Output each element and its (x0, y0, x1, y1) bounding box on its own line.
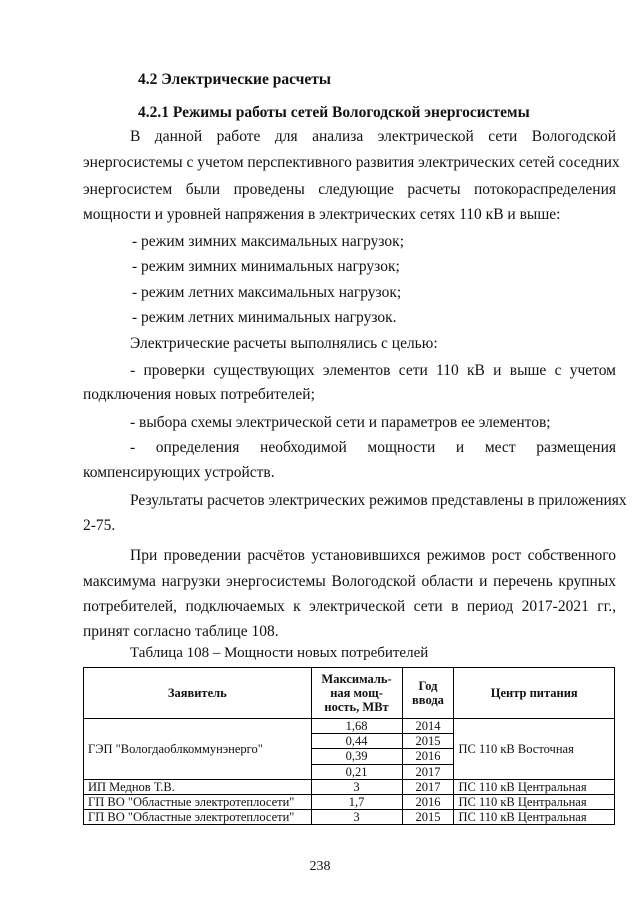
table-row (84, 719, 615, 734)
year-cell: 2017 (402, 764, 454, 779)
applicant-cell: ГЭП "Вологдаоблкоммунэнерго" (84, 719, 312, 780)
results-line: Результаты расчетов электрических режимов представлены в приложениях (130, 492, 627, 509)
paragraph-line: В данной работе для анализа электрической сети Вологодской (130, 128, 616, 145)
power-cell: 3 (311, 779, 402, 794)
subsection-title: 4.2.1 Режимы работы сетей Вологодской энергосистемы (138, 104, 530, 121)
section-title: 4.2 Электрические расчеты (138, 71, 332, 88)
power-cell: 0,39 (311, 749, 402, 764)
table-row (84, 795, 615, 810)
year-cell: 2017 (402, 779, 454, 794)
paragraph-line: потребителей, подключаемых к электрической сети в период 2017-2021 гг., (83, 598, 616, 615)
power-cell: 3 (311, 810, 402, 825)
applicant-cell: ГП ВО "Областные электротеплосети" (84, 795, 312, 810)
mode-item: - режим зимних максимальных нагрузок; (132, 233, 404, 250)
results-line: 2-75. (83, 517, 116, 534)
power-cell: 1,7 (311, 795, 402, 810)
paragraph-line: мощности и уровней напряжения в электрических сетях 110 кВ и выше: (83, 206, 561, 223)
paragraph-line: принят согласно таблице 108. (83, 623, 279, 640)
purpose-item-cont: подключения новых потребителей; (83, 386, 315, 403)
table-row (84, 810, 615, 825)
paragraph-line: энергосистемы с учетом перспективного развития электрических сетей соседних (83, 154, 620, 171)
applicant-cell: ИП Меднов Т.В. (84, 779, 312, 794)
power-table (83, 667, 615, 825)
page-number: 238 (309, 859, 331, 874)
year-cell: 2015 (402, 810, 454, 825)
power-cell: 1,68 (311, 719, 402, 734)
mode-item: - режим летних максимальных нагрузок; (132, 284, 402, 301)
purpose-intro: Электрические расчеты выполнялись с целью: (130, 335, 438, 352)
year-cell: 2015 (402, 734, 454, 749)
year-cell: 2016 (402, 795, 454, 810)
header-applicant: Заявитель (84, 668, 312, 719)
table-caption: Таблица 108 – Мощности новых потребителей (130, 645, 429, 661)
applicant-cell: ГП ВО "Областные электротеплосети" (84, 810, 312, 825)
power-cell: 0,44 (311, 734, 402, 749)
center-cell: ПС 110 кВ Центральная (454, 795, 615, 810)
mode-item: - режим зимних минимальных нагрузок; (132, 258, 400, 275)
center-cell: ПС 110 кВ Центральная (454, 779, 615, 794)
power-cell: 0,21 (311, 764, 402, 779)
purpose-item-cont: компенсирующих устройств. (83, 464, 275, 481)
year-cell: 2016 (402, 749, 454, 764)
header-center: Центр питания (454, 668, 615, 719)
header-power: Максималь- ная мощ- ность, МВт (311, 668, 402, 719)
purpose-item: - проверки существующих элементов сети 110 кВ и выше с учетом (130, 362, 616, 379)
table-row (84, 779, 615, 794)
center-cell: ПС 110 кВ Восточная (454, 719, 615, 780)
year-cell: 2014 (402, 719, 454, 734)
purpose-item: - выбора схемы электрической сети и параметров ее элементов; (130, 414, 551, 431)
header-year: Год ввода (402, 668, 454, 719)
center-cell: ПС 110 кВ Центральная (454, 810, 615, 825)
table-header-row (84, 668, 615, 719)
mode-item: - режим летних минимальных нагрузок. (132, 309, 397, 326)
paragraph-line: При проведении расчётов установившихся режимов рост собственного (130, 547, 616, 564)
purpose-item: - определения необходимой мощности и мест размещения (130, 439, 616, 456)
paragraph-line: максимума нагрузки энергосистемы Вологодской области и перечень крупных (83, 573, 616, 590)
paragraph-line: энергосистем были проведены следующие расчеты потокораспределения (83, 181, 616, 198)
